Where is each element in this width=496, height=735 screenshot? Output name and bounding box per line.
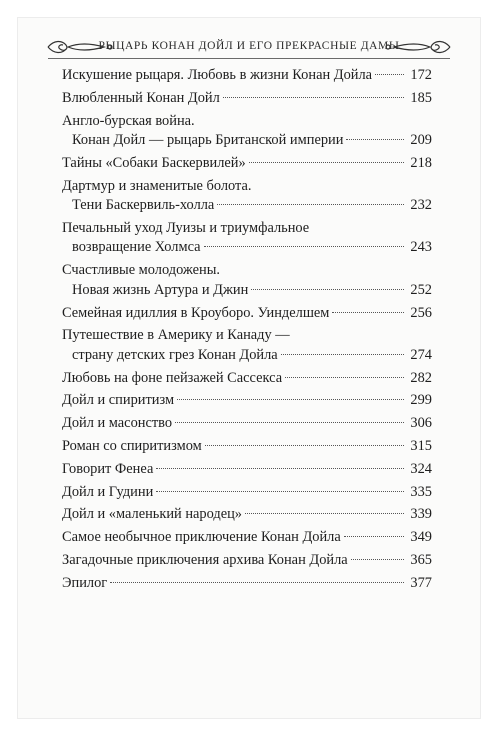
toc-entry-title: Дойл и масонство: [62, 415, 173, 432]
toc-entry-line-with-page: [62, 131, 432, 151]
toc-entry: [62, 219, 432, 258]
toc-page-number: 377: [410, 574, 432, 591]
toc-entry: [62, 304, 432, 324]
toc-entry-title: Дойл и спиритизм: [62, 392, 175, 409]
toc-entry: [62, 177, 432, 216]
toc-page-number: 324: [410, 460, 432, 477]
toc-entry-line-with-page: [62, 391, 432, 411]
toc-entry-title: возвращение Холмса: [72, 239, 201, 256]
ornament-right-icon: [382, 38, 454, 56]
dot-leader: [351, 559, 404, 560]
dot-leader: [251, 289, 404, 290]
toc-page-number: 282: [410, 369, 432, 386]
toc-entry-line-with-page: [62, 574, 432, 594]
toc-entry-title: Счастливые молодожены.: [62, 262, 221, 279]
toc-entry: [62, 483, 432, 503]
toc-entry-line-with-page: [62, 154, 432, 174]
toc-page-number: 339: [410, 506, 432, 523]
toc-entry: [62, 66, 432, 86]
toc-entry-title: Самое необычное приключение Конан Дойла: [62, 529, 341, 546]
toc-entry-line-with-page: [62, 369, 432, 389]
toc-entry: [62, 369, 432, 389]
dot-leader: [156, 468, 404, 469]
toc-entry: [62, 551, 432, 571]
table-of-contents: [62, 66, 432, 593]
toc-entry-line-with-page: [62, 483, 432, 503]
toc-entry-title: Дойл и «маленький народец»: [62, 506, 243, 523]
toc-entry-title: Дартмур и знаменитые болота.: [62, 177, 252, 194]
dot-leader: [110, 582, 404, 583]
toc-page-number: 365: [410, 552, 432, 569]
toc-page-number: 185: [410, 89, 432, 106]
header-title: РЫЦАРЬ КОНАН ДОЙЛ И ЕГО ПРЕКРАСНЫЕ ДАМЫ: [98, 40, 400, 52]
toc-entry-line-with-page: [62, 281, 432, 301]
header-rule: [48, 58, 450, 59]
toc-entry-title: страну детских грез Конан Дойла: [72, 346, 278, 363]
toc-entry: [62, 528, 432, 548]
dot-leader: [285, 377, 404, 378]
toc-page-number: 232: [410, 197, 432, 214]
toc-entry: [62, 460, 432, 480]
toc-entry-line-with-page: [62, 528, 432, 548]
toc-entry: [62, 261, 432, 300]
toc-page-number: 306: [410, 415, 432, 432]
toc-entry-line: [62, 326, 432, 346]
dot-leader: [223, 97, 404, 98]
toc-page-number: 315: [410, 438, 432, 455]
toc-page-number: 274: [410, 346, 432, 363]
dot-leader: [375, 74, 404, 75]
toc-entry-line-with-page: [62, 460, 432, 480]
toc-entry-title: Новая жизнь Артура и Джин: [72, 281, 249, 298]
toc-page-number: 243: [410, 239, 432, 256]
toc-entry-line-with-page: [62, 89, 432, 109]
toc-entry-line-with-page: [62, 551, 432, 571]
toc-page-number: 335: [410, 483, 432, 500]
dot-leader: [204, 246, 404, 247]
toc-entry-title: Искушение рыцаря. Любовь в жизни Конан Дойла: [62, 67, 373, 83]
dot-leader: [177, 399, 404, 400]
toc-page-number: 256: [410, 304, 432, 321]
toc-entry-line-with-page: [62, 196, 432, 216]
dot-leader: [281, 354, 404, 355]
toc-entry-title: Печальный уход Луизы и триумфальное: [62, 219, 310, 236]
toc-page-number: 172: [410, 67, 432, 83]
toc-entry: [62, 112, 432, 151]
toc-entry: [62, 505, 432, 525]
toc-entry: [62, 437, 432, 457]
toc-page-number: 209: [410, 132, 432, 149]
toc-entry-title: Загадочные приключения архива Конан Дойла: [62, 552, 348, 569]
toc-entry-line-with-page: [62, 414, 432, 434]
toc-entry-line: [62, 261, 432, 281]
toc-entry-title: Тайны «Собаки Баскервилей»: [62, 154, 246, 171]
toc-entry: [62, 89, 432, 109]
toc-entry: [62, 326, 432, 365]
toc-entry: [62, 154, 432, 174]
toc-entry-title: Тени Баскервиль-холла: [72, 197, 215, 214]
toc-entry-line: [62, 112, 432, 132]
toc-entry-line-with-page: [62, 304, 432, 324]
toc-entry-title: Эпилог: [62, 574, 108, 591]
toc-entry-title: Дойл и Гудини: [62, 483, 154, 500]
dot-leader: [344, 536, 404, 537]
toc-entry-title: Семейная идиллия в Кроуборо. Уинделшем: [62, 304, 330, 321]
dot-leader: [156, 491, 404, 492]
toc-entry-line-with-page: [62, 437, 432, 457]
dot-leader: [175, 422, 404, 423]
dot-leader: [205, 445, 404, 446]
toc-entry-title: Влюбленный Конан Дойл: [62, 89, 220, 106]
toc-entry-line-with-page: [62, 346, 432, 366]
toc-page-number: 218: [410, 154, 432, 171]
toc-entry-line: [62, 219, 432, 239]
toc-page-number: 299: [410, 392, 432, 409]
toc-page-number: 349: [410, 529, 432, 546]
toc-entry: [62, 574, 432, 594]
toc-entry-title: Роман со спиритизмом: [62, 438, 202, 455]
toc-entry-line-with-page: [62, 505, 432, 525]
toc-entry-title: Англо-бурская война.: [62, 112, 195, 129]
dot-leader: [346, 139, 404, 140]
toc-entry: [62, 391, 432, 411]
toc-entry-title: Говорит Фенеа: [62, 460, 154, 477]
toc-entry-line-with-page: [62, 66, 432, 86]
dot-leader: [217, 204, 404, 205]
toc-entry-title: Любовь на фоне пейзажей Сассекса: [62, 369, 283, 386]
toc-entry-line: [62, 177, 432, 197]
dot-leader: [245, 513, 404, 514]
dot-leader: [332, 312, 404, 313]
toc-page-number: 252: [410, 281, 432, 298]
dot-leader: [249, 162, 404, 163]
toc-entry-title: Путешествие в Америку и Канаду —: [62, 327, 290, 344]
toc-entry: [62, 414, 432, 434]
toc-entry-line-with-page: [62, 238, 432, 258]
toc-entry-title: Конан Дойл — рыцарь Бритaнской империи: [72, 132, 344, 149]
